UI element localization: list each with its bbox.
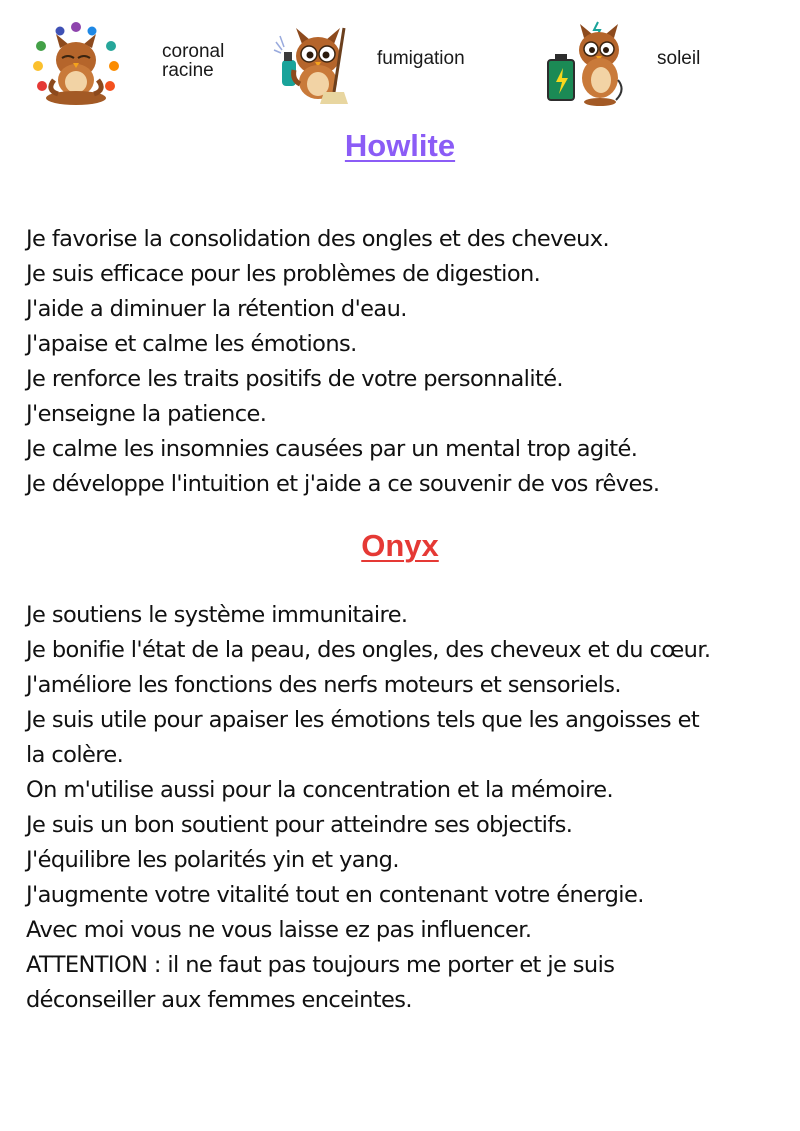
header-label-1-line-1: coronal bbox=[162, 41, 225, 62]
text-line: J'apaise et calme les émotions. bbox=[26, 331, 357, 357]
text-line: J'augmente votre vitalité tout en contenant votre énergie. bbox=[26, 882, 644, 908]
text-line: Je suis utile pour apaiser les émotions tels que les angoisses et bbox=[26, 707, 700, 733]
text-line: Je favorise la consolidation des ongles et des cheveux. bbox=[26, 226, 609, 252]
text-line: Je soutiens le système immunitaire. bbox=[26, 602, 408, 628]
text-line: Je développe l'intuition et j'aide a ce souvenir de vos rêves. bbox=[26, 471, 660, 497]
meditating-owl-chakra-icon bbox=[30, 20, 122, 106]
text-line: J'aide a diminuer la rétention d'eau. bbox=[26, 296, 407, 322]
header-label-3 bbox=[657, 49, 700, 68]
text-line: Je suis efficace pour les problèmes de digestion. bbox=[26, 261, 541, 287]
header-label-2 bbox=[377, 49, 465, 68]
header-label-1-line-2: racine bbox=[162, 60, 214, 81]
text-line: Je calme les insomnies causées par un mental trop agité. bbox=[26, 436, 638, 462]
text-line: Avec moi vous ne vous laisse ez pas influencer. bbox=[26, 917, 532, 943]
text-line: J'équilibre les polarités yin et yang. bbox=[26, 847, 399, 873]
text-line: Je renforce les traits positifs de votre personnalité. bbox=[26, 366, 563, 392]
owl-battery-charging-icon bbox=[544, 20, 626, 106]
cleaning-owl-spray-icon bbox=[272, 22, 360, 106]
text-line: la colère. bbox=[26, 742, 124, 768]
header-label-3-line-1: soleil bbox=[657, 48, 701, 69]
section-title-howlite: Howlite bbox=[344, 128, 456, 163]
howlite-description bbox=[26, 222, 786, 502]
section-title-onyx: Onyx bbox=[361, 528, 439, 563]
text-line: ATTENTION : il ne faut pas toujours me porter et je suis bbox=[26, 952, 615, 978]
text-line: Je bonifie l'état de la peau, des ongles, des cheveux et du cœur. bbox=[26, 637, 711, 663]
text-line: J'améliore les fonctions des nerfs moteurs et sensoriels. bbox=[26, 672, 621, 698]
header-label-1 bbox=[162, 42, 224, 80]
onyx-description bbox=[26, 598, 786, 1018]
header-label-2-line-1: fumigation bbox=[377, 48, 465, 69]
text-line: Je suis un bon soutient pour atteindre ses objectifs. bbox=[26, 812, 573, 838]
text-line: déconseiller aux femmes enceintes. bbox=[26, 987, 412, 1013]
text-line: J'enseigne la patience. bbox=[26, 401, 267, 427]
text-line: On m'utilise aussi pour la concentration et la mémoire. bbox=[26, 777, 614, 803]
header-bar bbox=[0, 0, 800, 112]
